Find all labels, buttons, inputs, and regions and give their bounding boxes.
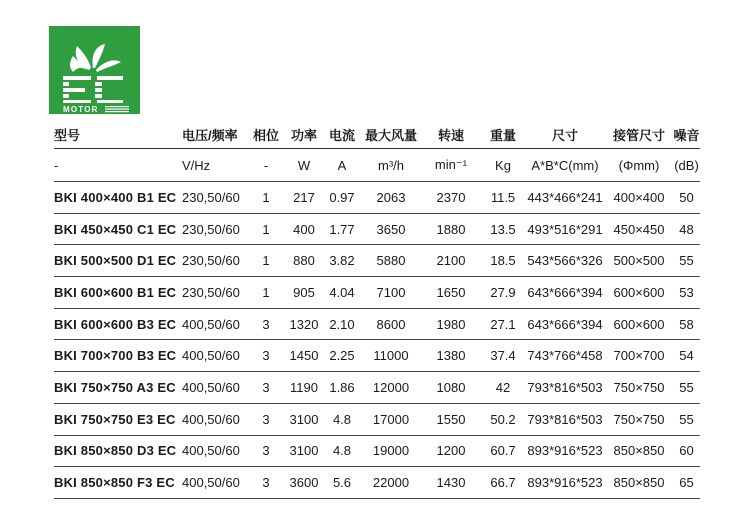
cell-speed: 2370 <box>421 182 481 214</box>
cell-phase: 3 <box>247 403 285 435</box>
cell-power: 1190 <box>285 372 323 404</box>
cell-duct: 750×750 <box>605 403 673 435</box>
cell-current: 2.10 <box>323 308 361 340</box>
header-voltage: 电压/频率 <box>182 127 238 143</box>
cell-current: 4.8 <box>323 403 361 435</box>
cell-noise: 53 <box>673 277 700 309</box>
cell-model: BKI 500×500 D1 EC <box>54 245 182 277</box>
unit-speed: min⁻¹ <box>421 149 481 182</box>
spec-table <box>54 120 700 499</box>
header-row <box>54 120 700 149</box>
cell-speed: 1880 <box>421 213 481 245</box>
cell-weight: 13.5 <box>481 213 525 245</box>
cell-noise: 55 <box>673 245 700 277</box>
cell-current: 1.86 <box>323 372 361 404</box>
cell-voltage: 400,50/60 <box>182 403 247 435</box>
cell-speed: 1980 <box>421 308 481 340</box>
unit-phase: - <box>247 149 285 182</box>
cell-phase: 3 <box>247 340 285 372</box>
header-size: 尺寸 <box>551 127 578 143</box>
cell-size: 643*666*394 <box>525 308 605 340</box>
header-duct: 接管尺寸 <box>612 127 665 143</box>
cell-noise: 48 <box>673 213 700 245</box>
cell-weight: 60.7 <box>481 435 525 467</box>
cell-duct: 750×750 <box>605 372 673 404</box>
unit-duct: (Φmm) <box>605 149 673 182</box>
cell-airflow: 2063 <box>361 182 421 214</box>
cell-airflow: 7100 <box>361 277 421 309</box>
cell-noise: 60 <box>673 435 700 467</box>
logo-motor-text: MOTOR <box>63 105 99 114</box>
unit-model: - <box>54 149 182 182</box>
cell-size: 543*566*326 <box>525 245 605 277</box>
cell-noise: 55 <box>673 372 700 404</box>
cell-current: 2.25 <box>323 340 361 372</box>
table-body <box>54 182 700 499</box>
cell-phase: 3 <box>247 467 285 499</box>
cell-power: 1450 <box>285 340 323 372</box>
cell-size: 443*466*241 <box>525 182 605 214</box>
cell-voltage: 230,50/60 <box>182 182 247 214</box>
cell-airflow: 12000 <box>361 372 421 404</box>
cell-duct: 850×850 <box>605 435 673 467</box>
cell-model: BKI 600×600 B3 EC <box>54 308 182 340</box>
cell-current: 0.97 <box>323 182 361 214</box>
unit-airflow: m³/h <box>361 149 421 182</box>
cell-current: 4.04 <box>323 277 361 309</box>
unit-weight: Kg <box>481 149 525 182</box>
cell-speed: 1430 <box>421 467 481 499</box>
table-row <box>54 277 700 309</box>
cell-phase: 3 <box>247 308 285 340</box>
cell-power: 880 <box>285 245 323 277</box>
unit-size: A*B*C(mm) <box>525 149 605 182</box>
cell-power: 217 <box>285 182 323 214</box>
cell-airflow: 8600 <box>361 308 421 340</box>
header-airflow: 最大风量 <box>364 127 417 143</box>
cell-model: BKI 750×750 E3 EC <box>54 403 182 435</box>
cell-speed: 1650 <box>421 277 481 309</box>
cell-weight: 18.5 <box>481 245 525 277</box>
cell-size: 893*916*523 <box>525 467 605 499</box>
cell-power: 1320 <box>285 308 323 340</box>
cell-duct: 600×600 <box>605 277 673 309</box>
cell-noise: 55 <box>673 403 700 435</box>
cell-noise: 50 <box>673 182 700 214</box>
cell-speed: 1200 <box>421 435 481 467</box>
unit-voltage: V/Hz <box>182 149 247 182</box>
cell-size: 793*816*503 <box>525 403 605 435</box>
table-row <box>54 213 700 245</box>
table-row <box>54 372 700 404</box>
cell-weight: 37.4 <box>481 340 525 372</box>
cell-power: 905 <box>285 277 323 309</box>
table-row <box>54 403 700 435</box>
ec-motor-logo <box>49 26 140 114</box>
cell-current: 3.82 <box>323 245 361 277</box>
header-noise: 噪音 <box>673 127 700 143</box>
cell-airflow: 22000 <box>361 467 421 499</box>
cell-phase: 3 <box>247 372 285 404</box>
cell-voltage: 230,50/60 <box>182 213 247 245</box>
cell-size: 893*916*523 <box>525 435 605 467</box>
cell-noise: 54 <box>673 340 700 372</box>
cell-size: 743*766*458 <box>525 340 605 372</box>
cell-power: 3100 <box>285 403 323 435</box>
table-row <box>54 467 700 499</box>
cell-duct: 700×700 <box>605 340 673 372</box>
cell-speed: 1550 <box>421 403 481 435</box>
unit-noise: (dB) <box>673 149 700 182</box>
cell-phase: 1 <box>247 213 285 245</box>
cell-current: 4.8 <box>323 435 361 467</box>
header-power: 功率 <box>290 127 317 143</box>
cell-power: 3600 <box>285 467 323 499</box>
units-row <box>54 149 700 182</box>
cell-voltage: 400,50/60 <box>182 372 247 404</box>
cell-voltage: 400,50/60 <box>182 435 247 467</box>
cell-noise: 65 <box>673 467 700 499</box>
cell-speed: 1080 <box>421 372 481 404</box>
cell-speed: 2100 <box>421 245 481 277</box>
cell-power: 400 <box>285 213 323 245</box>
unit-current: A <box>323 149 361 182</box>
cell-voltage: 400,50/60 <box>182 308 247 340</box>
cell-weight: 27.1 <box>481 308 525 340</box>
table-row <box>54 340 700 372</box>
cell-airflow: 11000 <box>361 340 421 372</box>
cell-duct: 400×400 <box>605 182 673 214</box>
cell-model: BKI 750×750 A3 EC <box>54 372 182 404</box>
cell-model: BKI 450×450 C1 EC <box>54 213 182 245</box>
cell-voltage: 400,50/60 <box>182 467 247 499</box>
table-row <box>54 182 700 214</box>
cell-duct: 450×450 <box>605 213 673 245</box>
cell-phase: 1 <box>247 245 285 277</box>
table-row <box>54 435 700 467</box>
cell-weight: 50.2 <box>481 403 525 435</box>
cell-phase: 3 <box>247 435 285 467</box>
cell-weight: 11.5 <box>481 182 525 214</box>
cell-voltage: 400,50/60 <box>182 340 247 372</box>
cell-model: BKI 700×700 B3 EC <box>54 340 182 372</box>
table-row <box>54 308 700 340</box>
cell-weight: 27.9 <box>481 277 525 309</box>
cell-weight: 66.7 <box>481 467 525 499</box>
fan-logo-icon <box>49 26 140 114</box>
cell-noise: 58 <box>673 308 700 340</box>
cell-size: 643*666*394 <box>525 277 605 309</box>
cell-duct: 500×500 <box>605 245 673 277</box>
table-row <box>54 245 700 277</box>
cell-duct: 600×600 <box>605 308 673 340</box>
cell-model: BKI 850×850 D3 EC <box>54 435 182 467</box>
cell-airflow: 19000 <box>361 435 421 467</box>
header-model: 型号 <box>54 127 81 143</box>
cell-weight: 42 <box>481 372 525 404</box>
cell-voltage: 230,50/60 <box>182 277 247 309</box>
cell-model: BKI 600×600 B1 EC <box>54 277 182 309</box>
cell-phase: 1 <box>247 182 285 214</box>
cell-phase: 1 <box>247 277 285 309</box>
header-speed: 转速 <box>437 127 464 143</box>
cell-model: BKI 400×400 B1 EC <box>54 182 182 214</box>
cell-power: 3100 <box>285 435 323 467</box>
cell-airflow: 17000 <box>361 403 421 435</box>
cell-speed: 1380 <box>421 340 481 372</box>
cell-airflow: 5880 <box>361 245 421 277</box>
unit-power: W <box>285 149 323 182</box>
cell-airflow: 3650 <box>361 213 421 245</box>
cell-size: 793*816*503 <box>525 372 605 404</box>
header-phase: 相位 <box>252 127 279 143</box>
cell-current: 5.6 <box>323 467 361 499</box>
header-current: 电流 <box>328 127 355 143</box>
cell-voltage: 230,50/60 <box>182 245 247 277</box>
cell-duct: 850×850 <box>605 467 673 499</box>
header-weight: 重量 <box>489 127 516 143</box>
cell-current: 1.77 <box>323 213 361 245</box>
cell-size: 493*516*291 <box>525 213 605 245</box>
cell-model: BKI 850×850 F3 EC <box>54 467 182 499</box>
